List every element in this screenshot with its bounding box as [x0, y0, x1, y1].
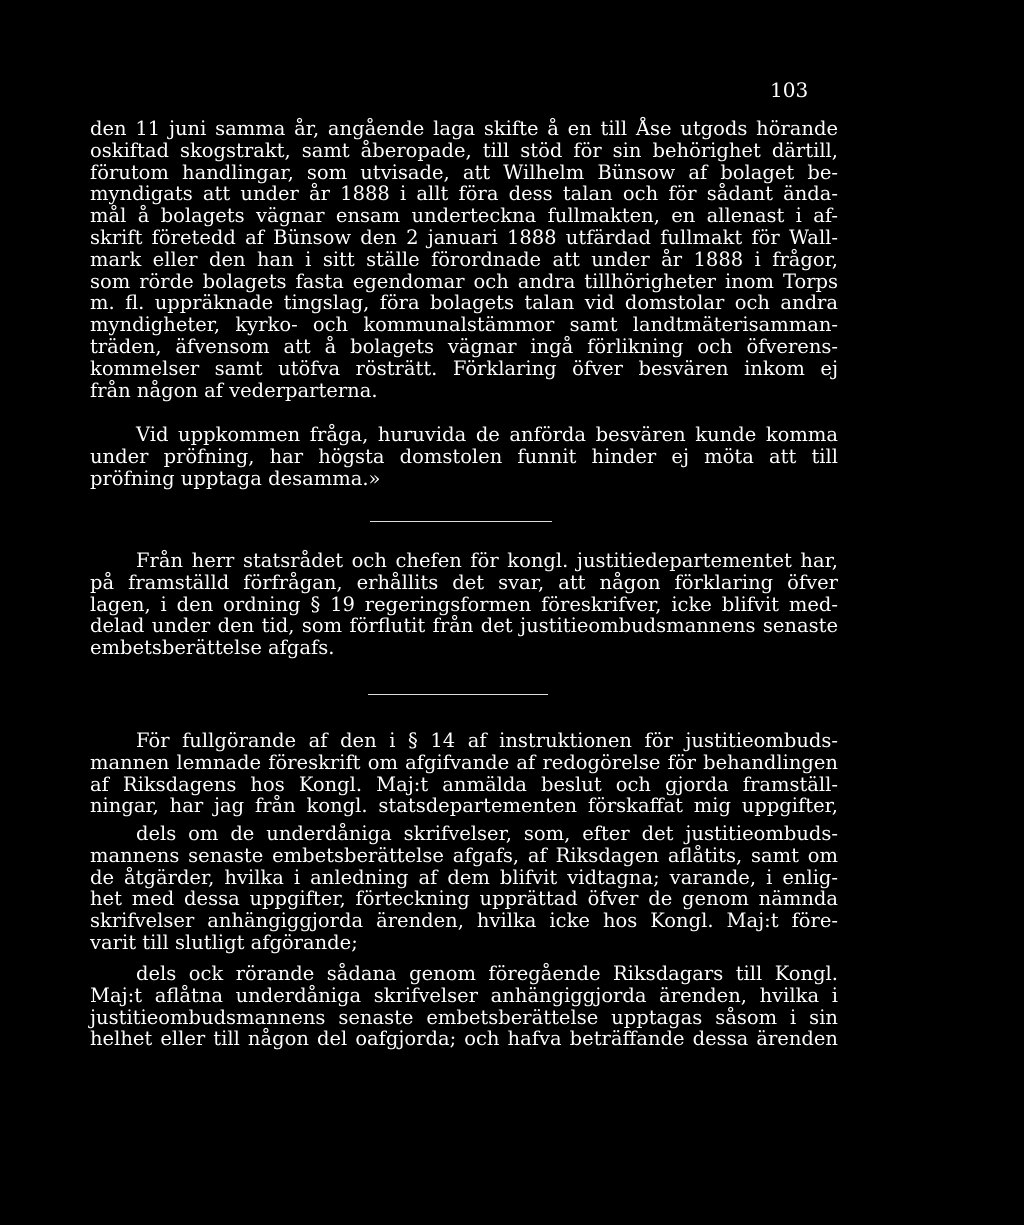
text-line: mannen lemnade föreskrift om afgifvande af redogörelse för behandlingen	[90, 750, 838, 774]
text-line: skrifvelser anhängiggjorda ärenden, hvilka icke hos Kongl. Maj:t före-	[90, 909, 838, 933]
paragraph-4	[90, 730, 838, 817]
text-line: lagen, i den ordning § 19 regeringsformen föreskrifver, icke blifvit med-	[90, 592, 838, 616]
text-line: embetsberättelse afgafs.	[90, 636, 335, 660]
text-line: myndigheter, kyrko- och kommunalstämmor samt landtmäterisamman-	[90, 313, 838, 337]
text-line: mål å bolagets vägnar ensam underteckna fullmakten, en allenast i af-	[90, 204, 838, 228]
text-line: från någon af vederparterna.	[90, 378, 378, 402]
text-line: mark eller den han i sitt ställe förordnade att under år 1888 i frågor,	[90, 247, 838, 271]
text-line: af Riksdagens hos Kongl. Maj:t anmälda beslut och gjorda framställ-	[90, 772, 838, 796]
text-line: förutom handlingar, som utvisade, att Wilhelm Bünsow af bolaget be-	[90, 160, 838, 184]
text-line: mannens senaste embetsberättelse afgafs, af Riksdagen aflåtits, samt om	[90, 843, 838, 867]
text-line: Vid uppkommen fråga, huruvida de anförda besvären kunde komma	[136, 423, 838, 446]
text-line: Från herr statsrådet och chefen för kongl. justitiedepartementet har,	[136, 549, 838, 572]
paragraph-3	[90, 550, 838, 659]
text-line: den 11 juni samma år, angående laga skifte å en till Åse utgods hörande	[90, 117, 838, 140]
text-line: myndigats att under år 1888 i allt föra dess talan och för sådant ända-	[90, 182, 838, 206]
section-divider	[368, 694, 548, 695]
text-line: skrift företedd af Bünsow den 2 januari 1888 utfärdad fullmakt för Wall-	[90, 225, 838, 249]
text-line: ningar, har jag från kongl. statsdepartementen förskaffat mig uppgifter,	[90, 794, 838, 818]
text-line: m. fl. uppräknade tingslag, föra bolagets talan vid domstolar och andra	[90, 291, 838, 315]
paragraph-6	[90, 963, 838, 1050]
text-line: på framställd förfrågan, erhållits det svar, att någon förklaring öfver	[90, 570, 838, 594]
text-line: helhet eller till någon del oafgjorda; och hafva beträffande dessa ärenden	[90, 1027, 838, 1051]
text-line: kommelser samt utöfva rösträtt. Förklaring öfver besvären inkom ej	[90, 356, 838, 380]
text-line: under pröfning, har högsta domstolen funnit hinder ej möta att till	[90, 444, 838, 468]
text-line: Maj:t aflåtna underdåniga skrifvelser anhängiggjorda ärenden, hvilka i	[90, 983, 838, 1007]
text-line: pröfning upptaga desamma.»	[90, 466, 381, 490]
text-line: som rörde bolagets fasta egendomar och andra tillhörigheter inom Torps	[90, 269, 838, 293]
text-line: oskiftad skogstrakt, samt åberopade, till stöd för sin behörighet därtill,	[90, 138, 838, 162]
text-line: varit till slutligt afgörande;	[90, 930, 358, 954]
text-line: justitieombudsmannens senaste embetsberättelse upptagas såsom i sin	[90, 1005, 838, 1029]
paragraph-5	[90, 823, 838, 954]
text-line: delad under den tid, som förflutit från det justitieombudsmannens senaste	[90, 614, 838, 638]
section-divider	[370, 521, 552, 522]
text-line: de åtgärder, hvilka i anledning af dem blifvit vidtagna; varande, i enlig-	[90, 865, 838, 889]
paragraph-1	[90, 118, 838, 401]
text-line: träden, äfvensom att å bolagets vägnar ingå förlikning och öfverens-	[90, 334, 838, 358]
text-line: dels ock rörande sådana genom föregående Riksdagars till Kongl.	[136, 962, 838, 985]
paragraph-2	[90, 424, 838, 489]
text-line: För fullgörande af den i § 14 af instruktionen för justitieombuds-	[136, 729, 838, 752]
text-line: dels om de underdåniga skrifvelser, som, efter det justitieombuds-	[136, 822, 838, 845]
page-number: 103	[770, 78, 809, 102]
text-line: het med dessa uppgifter, förteckning upprättad öfver de genom nämnda	[90, 887, 838, 911]
